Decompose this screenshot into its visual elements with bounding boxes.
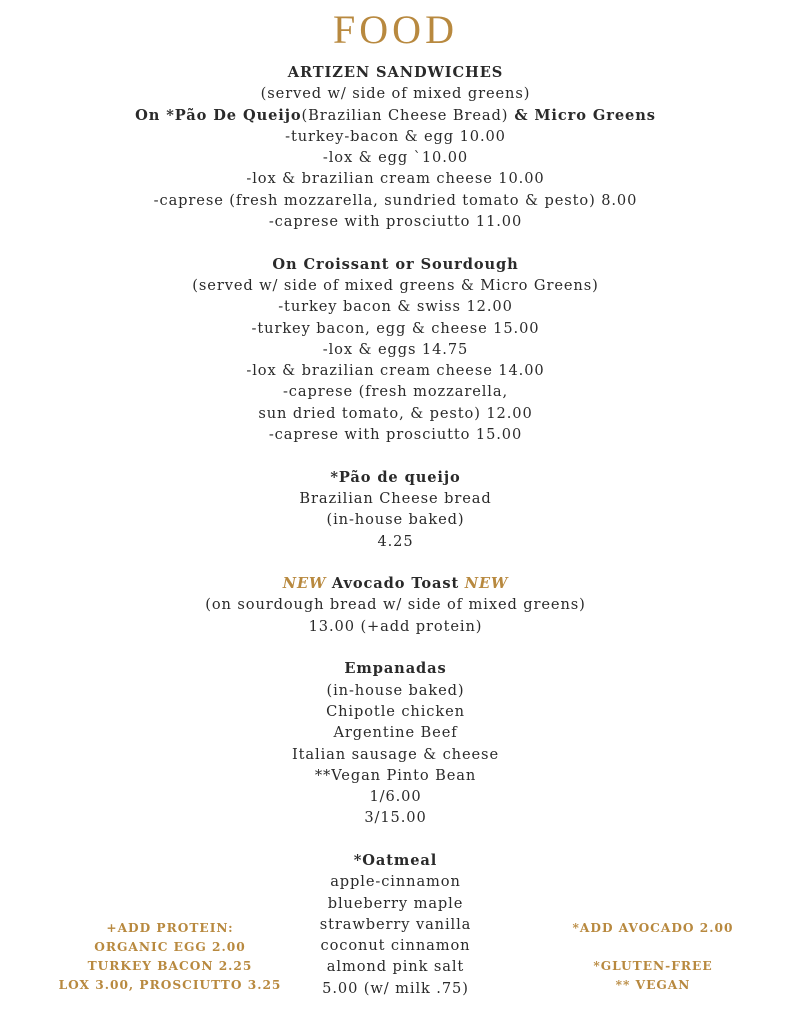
- new-badge: NEW: [282, 575, 327, 593]
- menu-item: -caprese with prosciutto 15.00: [268, 426, 523, 444]
- add-protein-item: LOX 3.00, PROSCIUTTO 3.25: [58, 978, 282, 992]
- menu-item: -lox & eggs 14.75: [322, 340, 469, 358]
- add-protein-heading: +ADD PROTEIN:: [106, 921, 234, 935]
- menu-item: apple-cinnamon: [330, 873, 461, 891]
- menu-item: Italian sausage & cheese: [291, 745, 499, 763]
- pao-sandwich-heading: [0, 105, 791, 126]
- menu-item: -caprese (fresh mozzarella,: [282, 383, 509, 401]
- add-protein-item: ORGANIC EGG 2.00: [94, 940, 246, 954]
- menu-item: **Vegan Pinto Bean: [314, 766, 477, 784]
- empanadas-heading: Empanadas: [344, 660, 447, 678]
- add-protein-note: [40, 919, 300, 995]
- vegan-legend: ** VEGAN: [615, 978, 691, 992]
- menu-item: -turkey bacon, egg & cheese 15.00: [251, 319, 540, 337]
- menu-item: -caprese (fresh mozzarella, sundried tomato & pesto) 8.00: [153, 191, 638, 209]
- page-title: FOOD: [333, 7, 458, 52]
- croissant-note: (served w/ side of mixed greens & Micro Greens): [192, 276, 599, 294]
- menu-item: -lox & brazilian cream cheese 10.00: [246, 170, 545, 188]
- menu-item: Brazilian Cheese bread: [299, 489, 492, 507]
- menu-price: 13.00 (+add protein): [308, 617, 483, 635]
- add-avocado-note: *ADD AVOCADO 2.00: [572, 921, 734, 935]
- sandwiches-note: (served w/ side of mixed greens): [260, 85, 531, 103]
- menu-item: (on sourdough bread w/ side of mixed greens): [205, 596, 586, 614]
- menu-item: coconut cinnamon: [320, 937, 471, 955]
- gluten-free-legend: *GLUTEN-FREE: [593, 959, 713, 973]
- menu-item: almond pink salt: [326, 958, 465, 976]
- menu-item: (in-house baked): [326, 511, 465, 529]
- new-badge: NEW: [464, 575, 509, 593]
- avocado-toast-heading: [0, 573, 791, 594]
- menu-item: -caprese with prosciutto 11.00: [268, 213, 523, 231]
- menu-price: 3/15.00: [364, 809, 427, 827]
- menu-item: Chipotle chicken: [326, 702, 465, 720]
- avocado-toast-title: Avocado Toast: [331, 575, 460, 593]
- croissant-heading: On Croissant or Sourdough: [272, 255, 519, 273]
- pao-heading-b: (Brazilian Cheese Bread): [301, 106, 509, 124]
- add-protein-item: TURKEY BACON 2.25: [87, 959, 253, 973]
- menu-item: -turkey-bacon & egg 10.00: [285, 127, 506, 145]
- legend-note: [548, 919, 758, 995]
- menu-item: Argentine Beef: [333, 724, 458, 742]
- menu-item: (in-house baked): [326, 681, 465, 699]
- menu-price: 5.00 (w/ milk .75): [322, 979, 469, 997]
- pao-de-queijo-heading: *Pão de queijo: [330, 468, 461, 486]
- menu-item: -lox & brazilian cream cheese 14.00: [246, 362, 545, 380]
- menu-item: -turkey bacon & swiss 12.00: [278, 298, 513, 316]
- menu-price: 1/6.00: [369, 788, 422, 806]
- oatmeal-heading: *Oatmeal: [353, 851, 438, 869]
- section-heading-sandwiches: ARTIZEN SANDWICHES: [287, 64, 504, 81]
- pao-heading-c: & Micro Greens: [508, 106, 656, 124]
- menu-price: 4.25: [377, 532, 414, 550]
- menu-list: [0, 62, 791, 999]
- menu-item: strawberry vanilla: [319, 915, 472, 933]
- menu-item: blueberry maple: [327, 894, 464, 912]
- menu-item: sun dried tomato, & pesto) 12.00: [258, 404, 533, 422]
- menu-item: -lox & egg `10.00: [322, 149, 469, 167]
- pao-heading-a: On *Pão De Queijo: [135, 106, 302, 124]
